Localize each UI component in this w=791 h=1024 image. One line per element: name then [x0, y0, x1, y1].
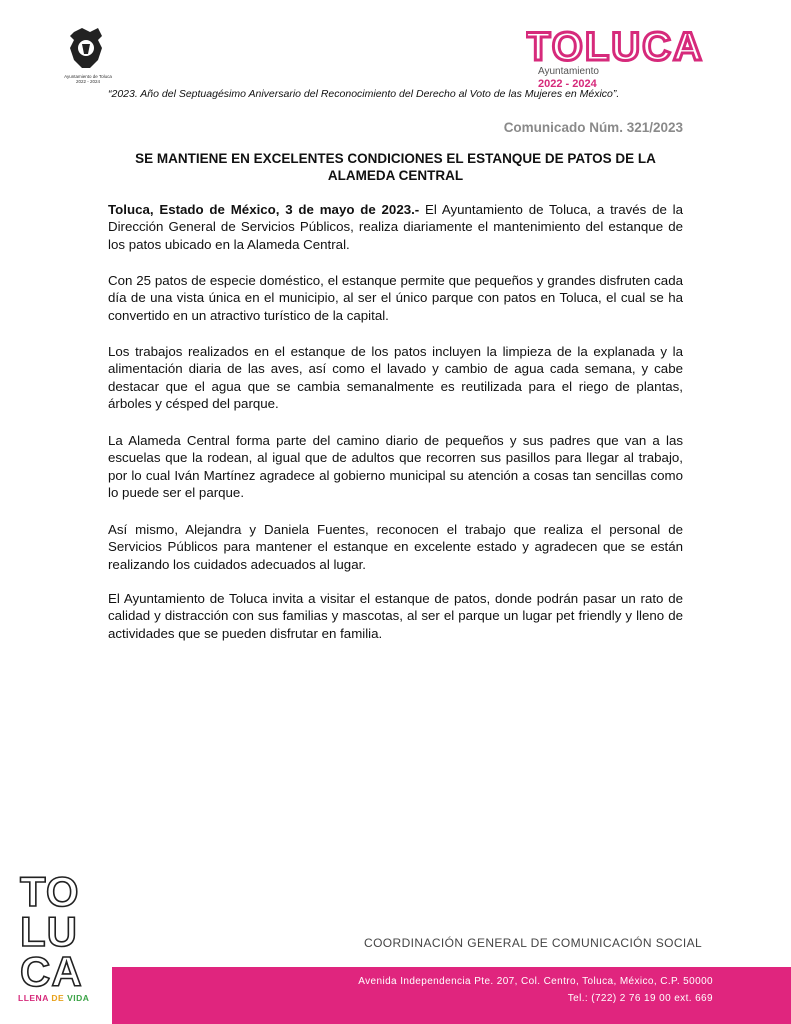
- slogan-word-3: VIDA: [67, 993, 90, 1003]
- coordinacion-title: COORDINACIÓN GENERAL DE COMUNICACIÓN SOCIAL: [364, 936, 703, 950]
- paragraph-1-text: El Ayuntamiento de Toluca, a través de la Dirección General de Servicios Públicos, realiza diariamente el mantenimiento del estanque de los patos ubicado en la Alameda Central.: [108, 202, 683, 252]
- logo-sub-ayuntamiento: Ayuntamiento: [538, 66, 599, 77]
- slogan-word-1: LLENA: [18, 993, 49, 1003]
- toluca-logo: [526, 26, 716, 66]
- toluca-logo-text: TOLUCA: [526, 26, 704, 66]
- footer-phone: Tel.: (722) 2 76 19 00 ext. 669: [567, 993, 713, 1004]
- slogan: [18, 993, 89, 1003]
- seal-caption-line1: Ayuntamiento de Toluca: [64, 74, 112, 79]
- paragraph-6: El Ayuntamiento de Toluca invita a visitar el estanque de patos, donde podrán pasar un rato de calidad y distracción con sus familias y mascotas, al ser el parque un lugar pet friendly y lleno de actividades que se pueden disfrutar en familia.: [108, 591, 683, 641]
- toluca-footer-logo: [18, 868, 100, 988]
- paragraph-3: Los trabajos realizados en el estanque de los patos incluyen la limpieza de la explanada y la alimentación diaria de las aves, así como el lavado y cambio de agua cada semana, y cabe destacar que el agua que se cambia semanalmente es reutilizada para el riego de plantas, árboles y césped del parque.: [108, 344, 683, 411]
- footer-address: Avenida Independencia Pte. 207, Col. Centro, Toluca, México, C.P. 50000: [358, 976, 713, 987]
- logo-sub-years: 2022 - 2024: [538, 78, 597, 90]
- paragraph-2: Con 25 patos de especie doméstico, el estanque permite que pequeños y grandes disfruten cada día de una vista única en el municipio, al ser el único parque con patos en Toluca, el cual se ha convertido en un atractivo turístico de la capital.: [108, 273, 683, 323]
- footer-logo-row-2: LU: [20, 908, 78, 955]
- logo-subtitle: [538, 66, 599, 90]
- headline: SE MANTIENE EN EXCELENTES CONDICIONES EL ESTANQUE DE PATOS DE LA ALAMEDA CENTRAL: [135, 151, 656, 183]
- seal-caption-line2: 2022 - 2024: [75, 79, 101, 84]
- footer-logo-row-3: CA: [20, 948, 83, 988]
- year-motto: “2023. Año del Septuagésimo Aniversario del Reconocimiento del Derecho al Voto de las Mujeres en México”.: [108, 88, 620, 100]
- slogan-word-2: DE: [51, 993, 65, 1003]
- footer-logo-row-1: TO: [20, 868, 80, 915]
- seal-caption: [58, 74, 118, 84]
- comunicado-number: Comunicado Núm. 321/2023: [503, 120, 683, 135]
- dateline: Toluca, Estado de México, 3 de mayo de 2023.-: [108, 202, 420, 217]
- paragraph-5: Así mismo, Alejandra y Daniela Fuentes, reconocen el trabajo que realiza el personal de Servicios Públicos para mantener el estanque en excelente estado y agradecen que se están realizando los cuidados adecuados al lugar.: [108, 522, 683, 572]
- paragraph-1: [108, 201, 683, 253]
- paragraph-4: La Alameda Central forma parte del camino diario de pequeños y sus padres que van a las escuelas que la rodean, al igual que de adultos que recorren sus pasillos para llegar al trabajo, por lo cual Iván Martínez agradece al gobierno municipal su atención a cosas tan sencillas como lo puede ser el parque.: [108, 433, 683, 500]
